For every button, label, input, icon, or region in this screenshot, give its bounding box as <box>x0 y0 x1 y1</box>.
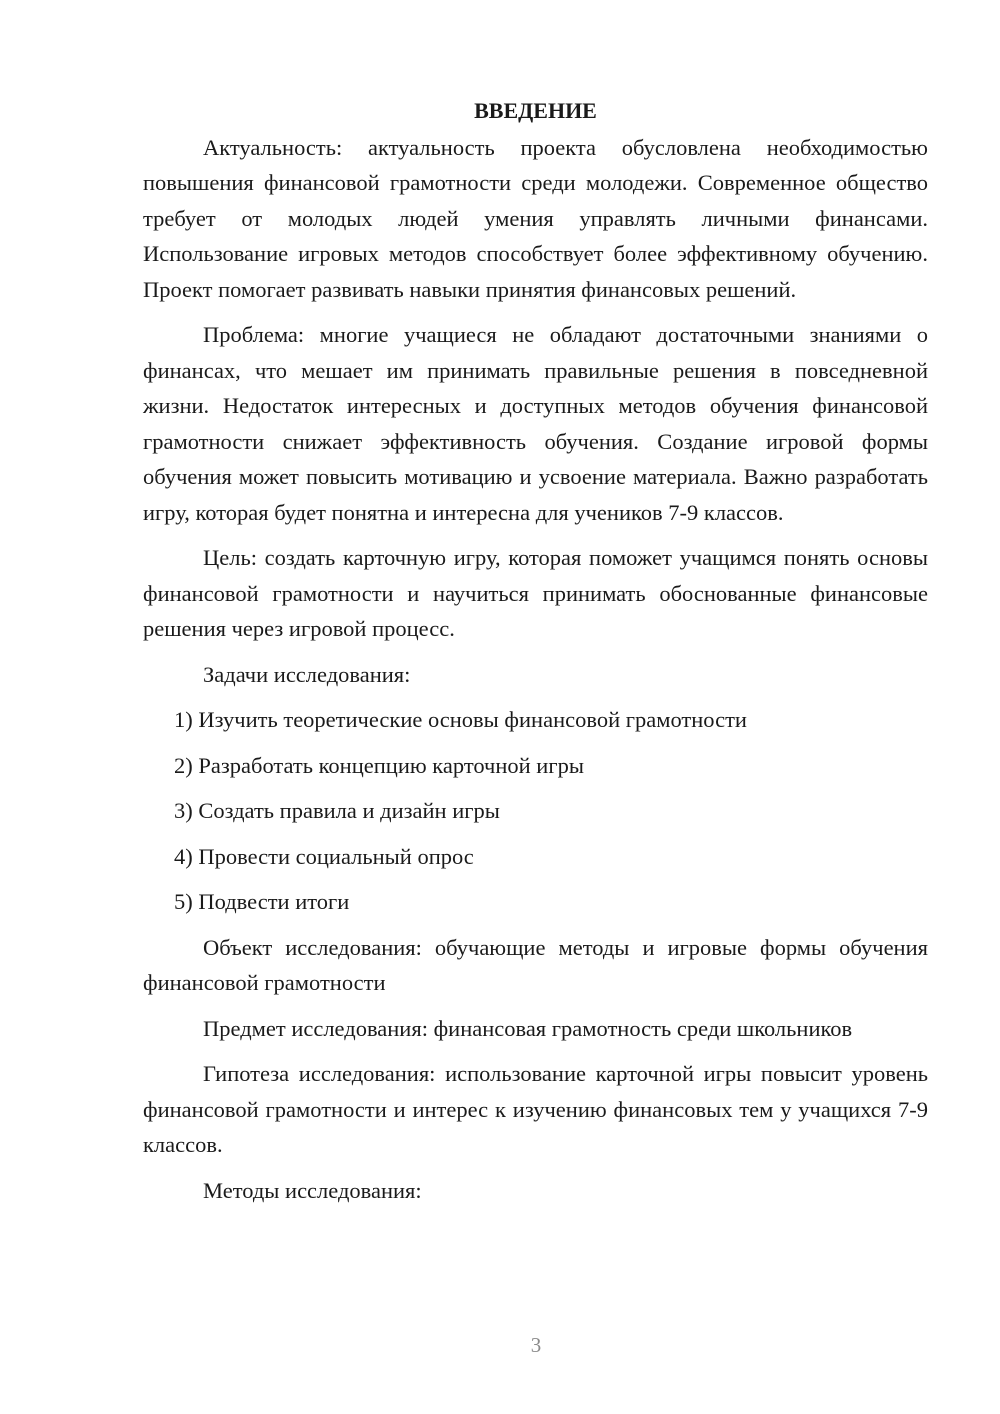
tasks-heading: Задачи исследования: <box>203 661 411 687</box>
paragraph-relevance: Актуальность: актуальность проекта обусловлена необходимостью повышения финансовой грамотности среди молодежи. Современное общество требует от молодых людей умения управлять личными финансами. Использование игровых методов способствует более эффективному обучению. Проект помогает развивать навыки принятия финансовых решений. <box>143 134 928 302</box>
document-page <box>143 93 928 1218</box>
list-item: 4) Провести социальный опрос <box>174 843 474 869</box>
paragraph-subject: Предмет исследования: финансовая грамотность среди школьников <box>203 1015 853 1041</box>
tasks-list <box>143 702 928 920</box>
paragraph-goal: Цель: создать карточную игру, которая поможет учащимся понять основы финансовой грамотности и научиться принимать обоснованные финансовые решения через игровой процесс. <box>143 545 928 641</box>
list-item: 3) Создать правила и дизайн игры <box>174 798 500 823</box>
list-item: 2) Разработать концепцию карточной игры <box>174 752 584 778</box>
section-title: ВВЕДЕНИЕ <box>474 98 597 123</box>
list-item: 5) Подвести итоги <box>174 889 350 914</box>
list-item: 1) Изучить теоретические основы финансовой грамотности <box>174 707 747 732</box>
paragraph-hypothesis: Гипотеза исследования: использование карточной игры повысит уровень финансовой грамотности и интерес к изучению финансовых тем у учащихся 7-9 классов. <box>143 1061 928 1157</box>
paragraph-object: Объект исследования: обучающие методы и игровые формы обучения финансовой грамотности <box>143 934 928 995</box>
methods-heading: Методы исследования: <box>203 1177 422 1203</box>
page-number: 3 <box>530 1333 542 1357</box>
paragraph-problem: Проблема: многие учащиеся не обладают достаточными знаниями о финансах, что мешает им принимать правильные решения в повседневной жизни. Недостаток интересных и доступных методов обучения финансовой грамотности снижает эффективность обучения. Создание игровой формы обучения может повысить мотивацию и усвоение материала. Важно разработать игру, которая будет понятна и интересна для учеников 7-9 классов. <box>143 322 928 525</box>
